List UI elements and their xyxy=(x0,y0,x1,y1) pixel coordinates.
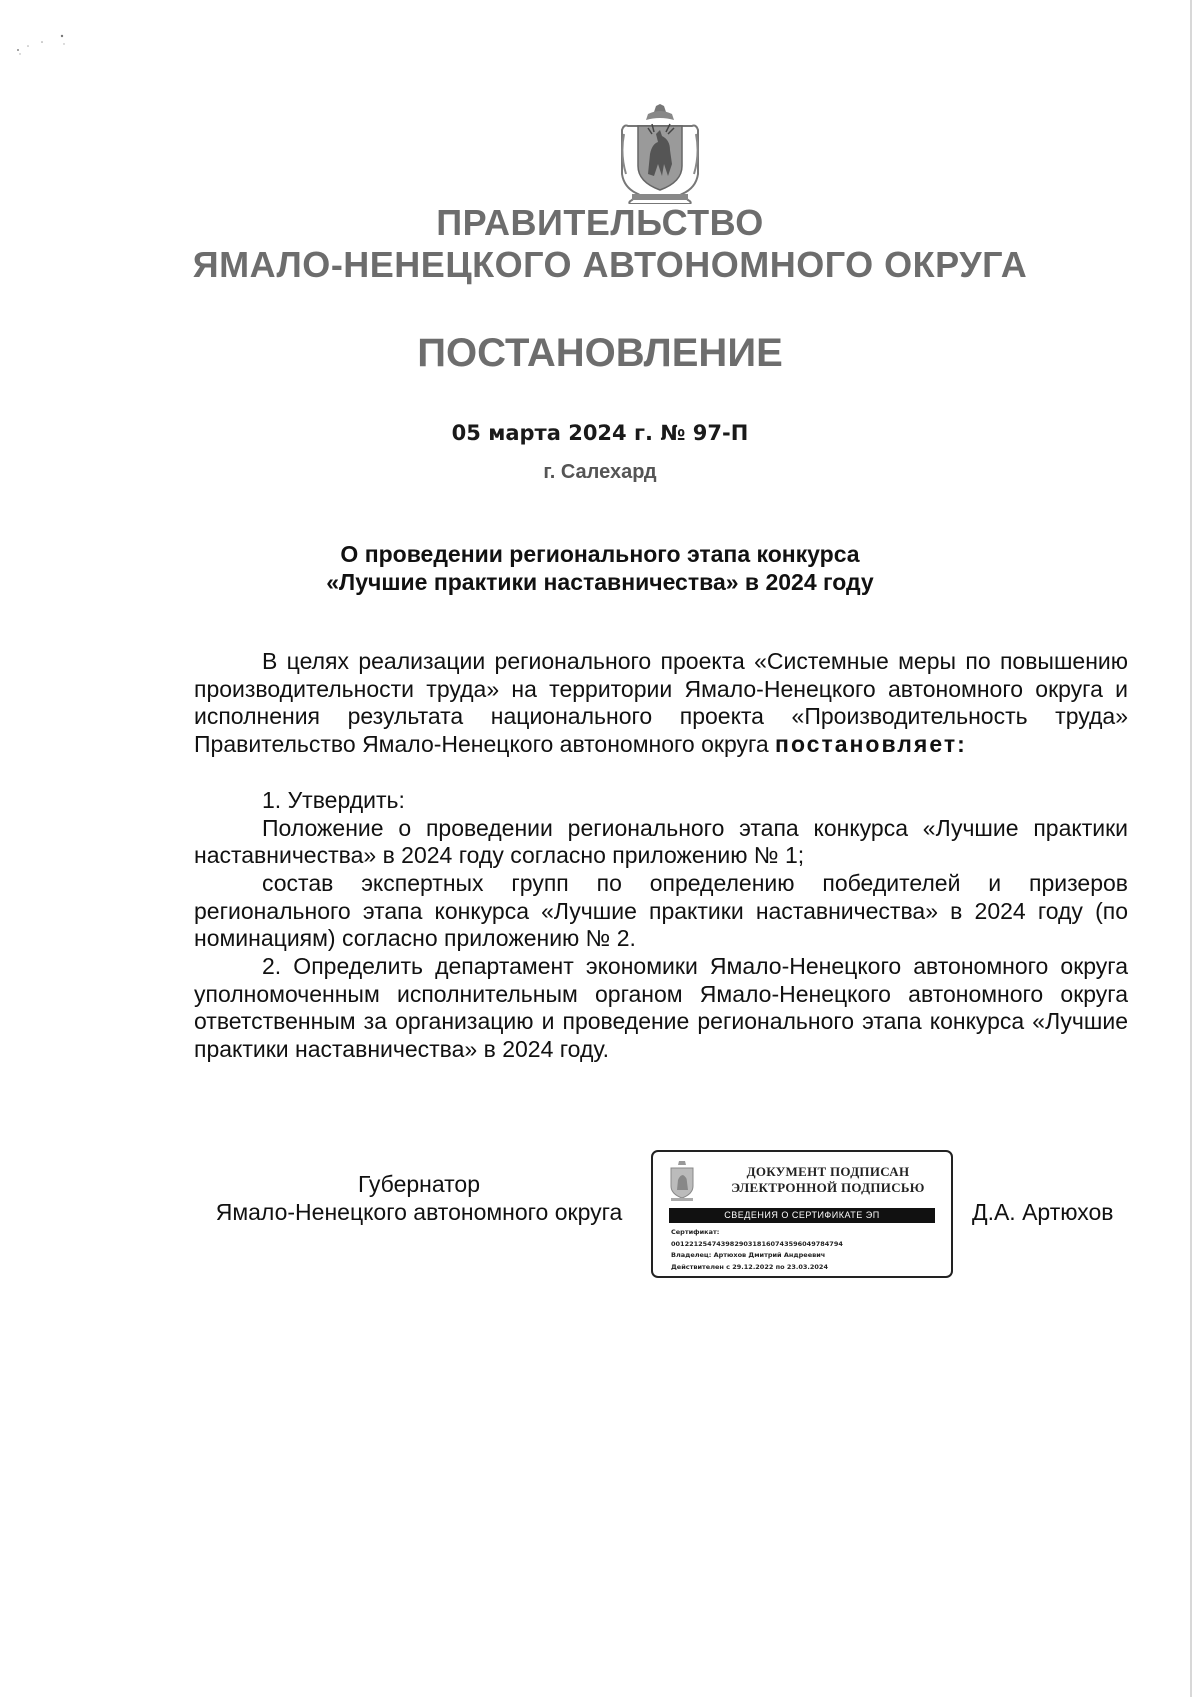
document-city: г. Салехард xyxy=(543,461,657,483)
stamp-title-line-1: ДОКУМЕНТ ПОДПИСАН xyxy=(746,1164,910,1179)
coat-of-arms-icon xyxy=(618,104,702,204)
scan-specks xyxy=(14,30,74,60)
item-1-b: состав экспертных групп по определению победителей и призеров регионального этапа конкурса «Лучшие практики наставничества» в 2024 году (по номинациям) согласно приложению № 2. xyxy=(194,869,1128,952)
stamp-emblem-icon xyxy=(667,1160,697,1202)
digital-signature-stamp xyxy=(651,1150,953,1278)
subject-line-2: «Лучшие практики наставничества» в 2024 году xyxy=(326,569,874,595)
certificate-validity: Действителен с 29.12.2022 по 23.03.2024 xyxy=(671,1262,828,1271)
stamp-title xyxy=(713,1164,943,1196)
certificate-owner: Владелец: Артюхов Дмитрий Андреевич xyxy=(671,1251,826,1259)
certificate-label: Сертификат: xyxy=(671,1228,720,1236)
intro-text: В целях реализации регионального проекта «Системные меры по повышению производительности труда» на территории Ямало-Ненецкого автономного округа и исполнения результата национального проекта «Производительность труда» Правительство Ямало-Ненецкого автономного округа xyxy=(194,648,1128,758)
stamp-title-line-2: ЭЛЕКТРОННОЙ ПОДПИСЬЮ xyxy=(731,1180,925,1195)
item-2: 2. Определить департамент экономики Ямало-Ненецкого автономного округа уполномоченным исполнительным органом Ямало-Ненецкого автономного округа ответственным за организацию и проведение регионального этапа конкурса «Лучшие практики наставничества» в 2024 году. xyxy=(194,953,1128,1063)
item-1-heading: 1. Утвердить: xyxy=(262,786,405,813)
certificate-serial: 00122125474398290318160743596049784794 xyxy=(671,1239,843,1248)
document-type: ПОСТАНОВЛЕНИЕ xyxy=(417,331,783,375)
signatory-name: Д.А. Артюхов xyxy=(972,1199,1114,1225)
signatory-region: Ямало-Ненецкого автономного округа xyxy=(215,1199,623,1225)
certificate-details xyxy=(671,1227,943,1273)
signatory-title: Губернатор xyxy=(357,1171,481,1197)
organization-region: ЯМАЛО-НЕНЕЦКОГО АВТОНОМНОГО ОКРУГА xyxy=(192,244,1028,285)
intro-paragraph xyxy=(194,648,1128,759)
document-number: 05 марта 2024 г. № 97-П xyxy=(451,421,749,445)
signatory-position xyxy=(194,1170,644,1226)
item-1-a: Положение о проведении регионального этапа конкурса «Лучшие практики наставничества» в 2024 году согласно приложению № 1; xyxy=(194,814,1128,869)
document-subject xyxy=(0,540,1200,596)
organization-name: ПРАВИТЕЛЬСТВО xyxy=(436,202,764,243)
document-body xyxy=(194,648,1128,1064)
subject-line-1: О проведении регионального этапа конкурса xyxy=(340,541,860,567)
decree-word: постановляет: xyxy=(775,731,967,758)
certificate-info-bar: СВЕДЕНИЯ О СЕРТИФИКАТЕ ЭП xyxy=(669,1208,935,1223)
